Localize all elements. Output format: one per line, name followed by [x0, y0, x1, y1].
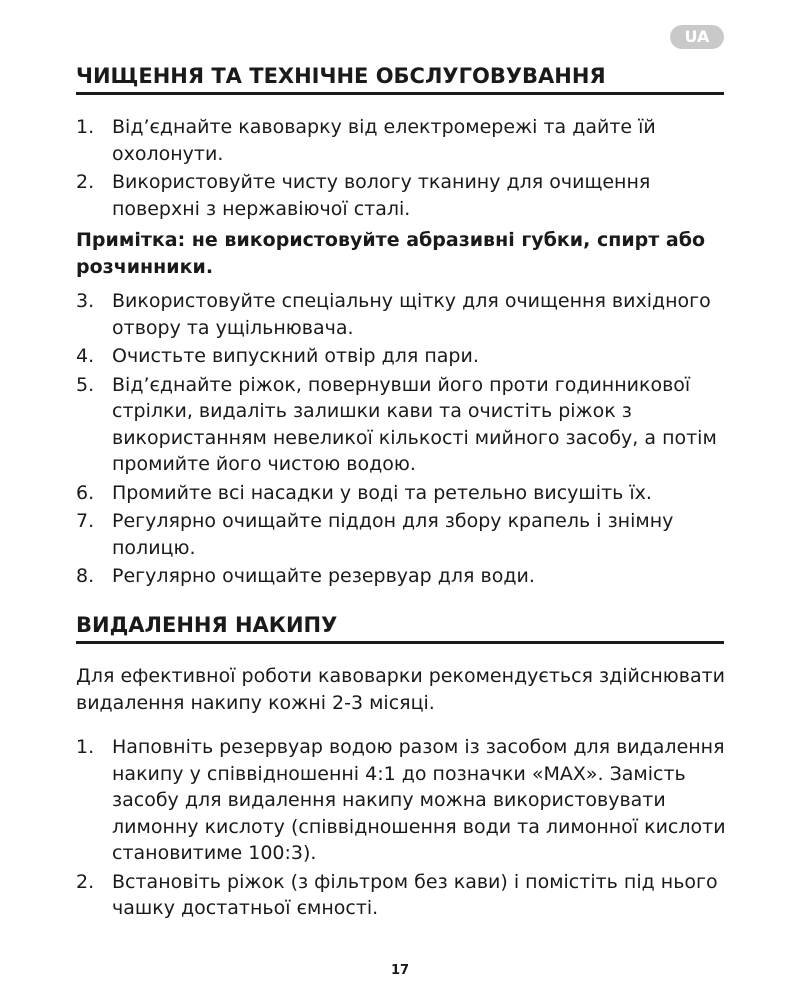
list-item — [76, 508, 726, 561]
list-item — [76, 169, 726, 222]
step-text: Від’єднайте кавоварку від електромережі та дайте їй охолонути. — [112, 116, 656, 165]
language-badge: UA — [670, 25, 724, 49]
step-number: 8. — [76, 565, 95, 587]
section-title-cleaning: ЧИЩЕННЯ ТА ТЕХНІЧНЕ ОБСЛУГОВУВАННЯ — [76, 63, 724, 95]
page-number: 17 — [390, 963, 410, 978]
list-item — [76, 343, 726, 370]
step-text: Наповніть резервуар водою разом із засобом для видалення накипу у співвідношенні 4:1 до позначки «MAX». Замість засобу для видалення накипу можна використовувати лимонну кислоту (співвідношення води та лимонної кислоти становитиме 100:3). — [112, 736, 726, 864]
step-text: Встановіть ріжок (з фільтром без кави) і помістіть під нього чашку достатньої ємності. — [112, 870, 718, 919]
step-text: Регулярно очищайте резервуар для води. — [112, 565, 535, 587]
section-title-descaling: ВИДАЛЕННЯ НАКИПУ — [76, 612, 724, 644]
list-item — [76, 114, 726, 167]
step-text: Очистьте випускний отвір для пари. — [112, 345, 479, 367]
step-number: 2. — [76, 870, 95, 893]
step-number: 3. — [76, 290, 95, 312]
list-item — [76, 734, 726, 867]
step-number: 4. — [76, 345, 95, 367]
step-text: Промийте всі насадки у воді та ретельно висушіть їх. — [112, 481, 652, 504]
step-text: Регулярно очищайте піддон для збору крапель і знімну полицю. — [112, 510, 674, 559]
note-text: Примітка: не використовуйте абразивні губки, спирт або розчинники. — [76, 229, 706, 278]
descaling-steps-list — [76, 734, 726, 924]
descaling-intro: Для ефективної роботи кавоварки рекомендується здійснювати видалення накипу кожні 2-3 місяці. — [76, 665, 725, 714]
step-number: 1. — [76, 116, 95, 138]
step-number: 6. — [76, 481, 95, 504]
step-text: Використовуйте спеціальну щітку для очищення вихідного отвору та ущільнювача. — [112, 290, 711, 339]
step-number: 7. — [76, 510, 95, 532]
list-item — [76, 372, 726, 478]
list-item — [76, 563, 726, 590]
step-number: 5. — [76, 373, 95, 396]
list-item — [76, 288, 726, 341]
cleaning-steps-list-a — [76, 114, 726, 224]
list-item — [76, 480, 726, 507]
list-item — [76, 869, 726, 922]
step-text: Від’єднайте ріжок, повернувши його проти годинникової стрілки, видаліть залишки кави та очистіть ріжок з використанням невеликої кількості мийного засобу, а потім промийте його чистою водою. — [112, 373, 717, 475]
cleaning-steps-list-b — [76, 288, 726, 592]
step-number: 2. — [76, 171, 95, 193]
step-text: Використовуйте чисту вологу тканину для очищення поверхні з нержавіючої сталі. — [112, 171, 651, 220]
step-number: 1. — [76, 736, 95, 758]
